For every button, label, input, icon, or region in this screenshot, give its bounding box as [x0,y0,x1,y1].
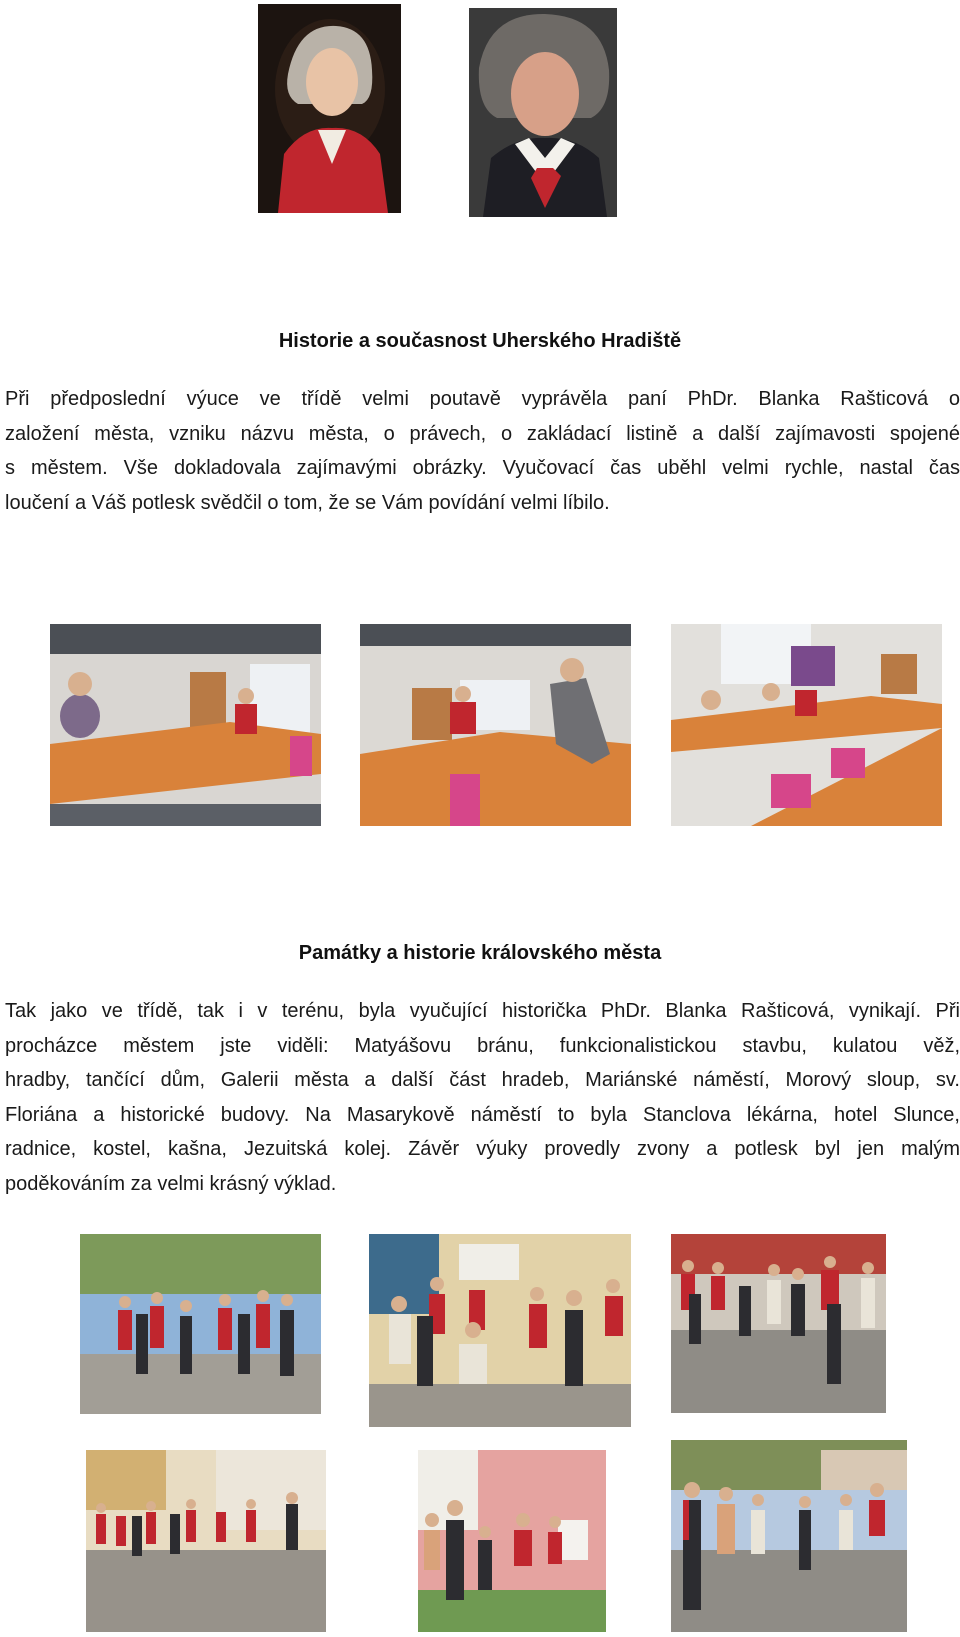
portrait-mozart [258,4,401,213]
section-heading-history: Historie a současnost Uherského Hradiště [278,330,682,352]
portrait-beethoven [469,8,617,217]
text-line: založení města, vzniku názvu města, o právech, o zakládací listině a další zajímavosti spojené [5,422,960,445]
photo-classroom-2 [360,624,631,826]
section-text-monuments [5,994,960,1201]
photo-classroom-1 [50,624,321,826]
photo-classroom-3 [671,624,942,826]
text-line: Tak jako ve třídě, tak i v terénu, byla vyučující historička PhDr. Blanka Rašticová, vynikají. Při [5,1000,960,1022]
text-line: poděkováním za velmi krásný výklad. [5,1172,337,1195]
section-heading-monuments: Památky a historie královského města [298,942,662,964]
photo-tour-5 [418,1450,606,1632]
photo-tour-3 [671,1234,886,1413]
text-line: Floriána a historické budovy. Na Masarykově náměstí to byla Stanclova lékárna, hotel Slunce, [5,1103,960,1126]
photo-tour-2 [369,1234,631,1427]
photo-tour-1 [80,1234,321,1414]
text-line: radnice, kostel, kašna, Jezuitská kolej. Závěr výuky provedly zvony a potlesk byl jen malým [5,1138,960,1160]
text-line: Při předposlední výuce ve třídě velmi poutavě vyprávěla paní PhDr. Blanka Rašticová o [5,388,960,410]
text-line: loučení a Váš potlesk svědčil o tom, že se Vám povídání velmi líbilo. [5,491,610,514]
section-text-history [5,382,960,520]
text-line: procházce městem jste viděli: Matyášovu bránu, funkcionalistickou stavbu, kulatou věž, [5,1034,960,1057]
text-line: s městem. Vše dokladovala zajímavými obrázky. Vyučovací čas uběhl velmi rychle, nastal čas [5,457,960,479]
text-line: hradby, tančící dům, Galerii města a další část hradeb, Mariánské náměstí, Morový sloup, sv. [5,1069,960,1091]
photo-tour-6 [671,1440,907,1632]
photo-tour-4 [86,1450,326,1632]
